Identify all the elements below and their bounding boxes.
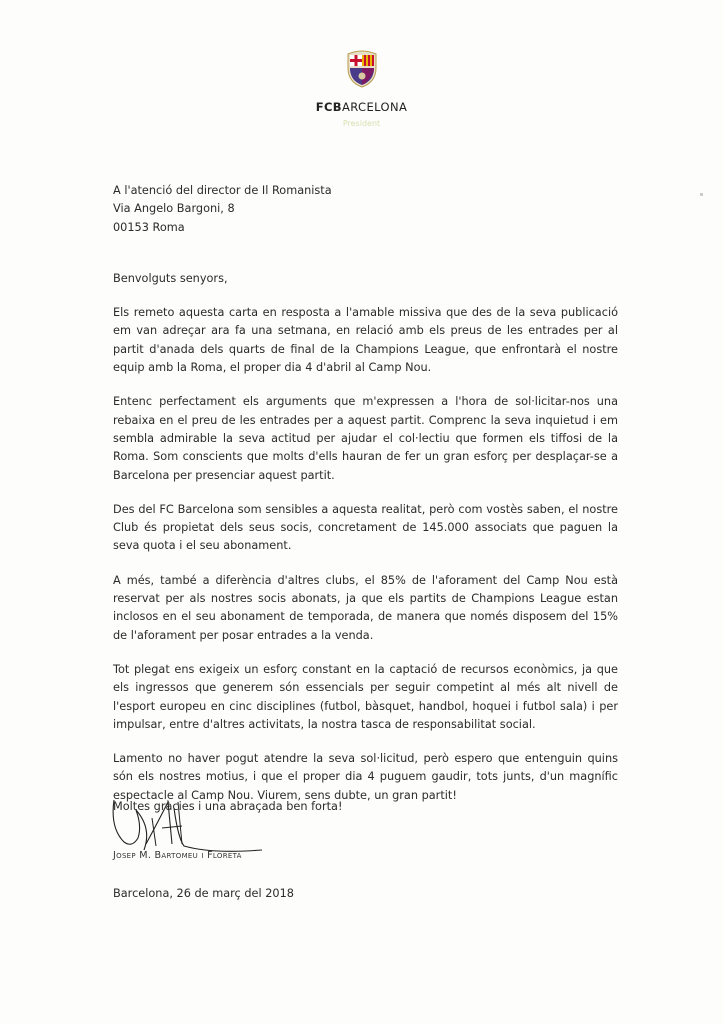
fc-barcelona-crest-icon xyxy=(345,48,379,88)
letterhead xyxy=(0,48,723,128)
paragraph-4: A més, també a diferència d'altres clubs, el 85% de l'aforament del Camp Nou està reservat per als nostres socis abonats, ja que els partits de Champions League estan inclosos en el seu abonament de temporada, de manera que només disposem del 15% de l'aforament per posar entrades a la venda. xyxy=(113,573,618,642)
recipient-address xyxy=(113,182,618,237)
club-name xyxy=(0,100,723,114)
club-name-bold: FCB xyxy=(315,100,342,114)
scan-speck xyxy=(700,193,703,196)
signer-name: Josep M. Bartomeu i Floreta xyxy=(113,850,242,861)
letter-body xyxy=(113,182,618,805)
paragraph-2: Entenc perfectament els arguments que m'expressen a l'hora de sol·licitar-nos una rebaixa en el preu de les entrades per a aquest partit. Comprenc la seva inquietud i em sembla admirable la seva actitud per ajudar el col·lectiu que formen els tiffosi de la Roma. Som conscients que molts d'ells hauran de fer un gran esforç per desplaçar-se a Barcelona per presenciar aquest partit. xyxy=(113,395,618,482)
address-line-3: 00153 Roma xyxy=(113,220,185,234)
paragraph-6: Lamento no haver pogut atendre la seva sol·licitud, però espero que entenguin quins són els nostres motius, i que el proper dia 4 puguem gaudir, tots junts, d'un magnífic espectacle al Camp Nou. Viurem, sens dubte, un gran partit! xyxy=(113,752,618,802)
place-and-date: Barcelona, 26 de març del 2018 xyxy=(113,887,294,900)
paragraph-5: Tot plegat ens exigeix un esforç constant en la captació de recursos econòmics, ja que els ingressos que generem són essencials per seguir competint al més alt nivell de l'esport europeu en cinc disciplines (futbol, bàsquet, handbol, hoquei i futbol sala) i per impulsar, entre d'altres activitats, la nostra tasca de responsabilitat social. xyxy=(113,662,618,731)
letterhead-subtitle: President xyxy=(342,119,381,128)
address-line-1: A l'atenció del director de Il Romanista xyxy=(113,184,332,197)
paragraph-3: Des del FC Barcelona som sensibles a aquesta realitat, però com vostès saben, el nostre Club és propietat dels seus socis, concretament de 145.000 associats que paguen la seva quota i el seu abonament. xyxy=(113,502,618,553)
club-name-rest: ARCELONA xyxy=(341,100,408,114)
salutation: Benvolguts senyors, xyxy=(113,271,228,285)
paragraph-1: Els remeto aquesta carta en resposta a l'amable missiva que des de la seva publicació em van adreçar ara fa una setmana, en relació amb els preus de les entrades per al partit d'anada dels quarts de final de la Champions League, que enfrontarà el nostre equip amb la Roma, el proper dia 4 d'abril al Camp Nou. xyxy=(113,306,618,375)
closing-line: Moltes gràcies i una abraçada ben forta! xyxy=(113,800,343,813)
address-line-2: Via Angelo Bargoni, 8 xyxy=(113,202,235,216)
